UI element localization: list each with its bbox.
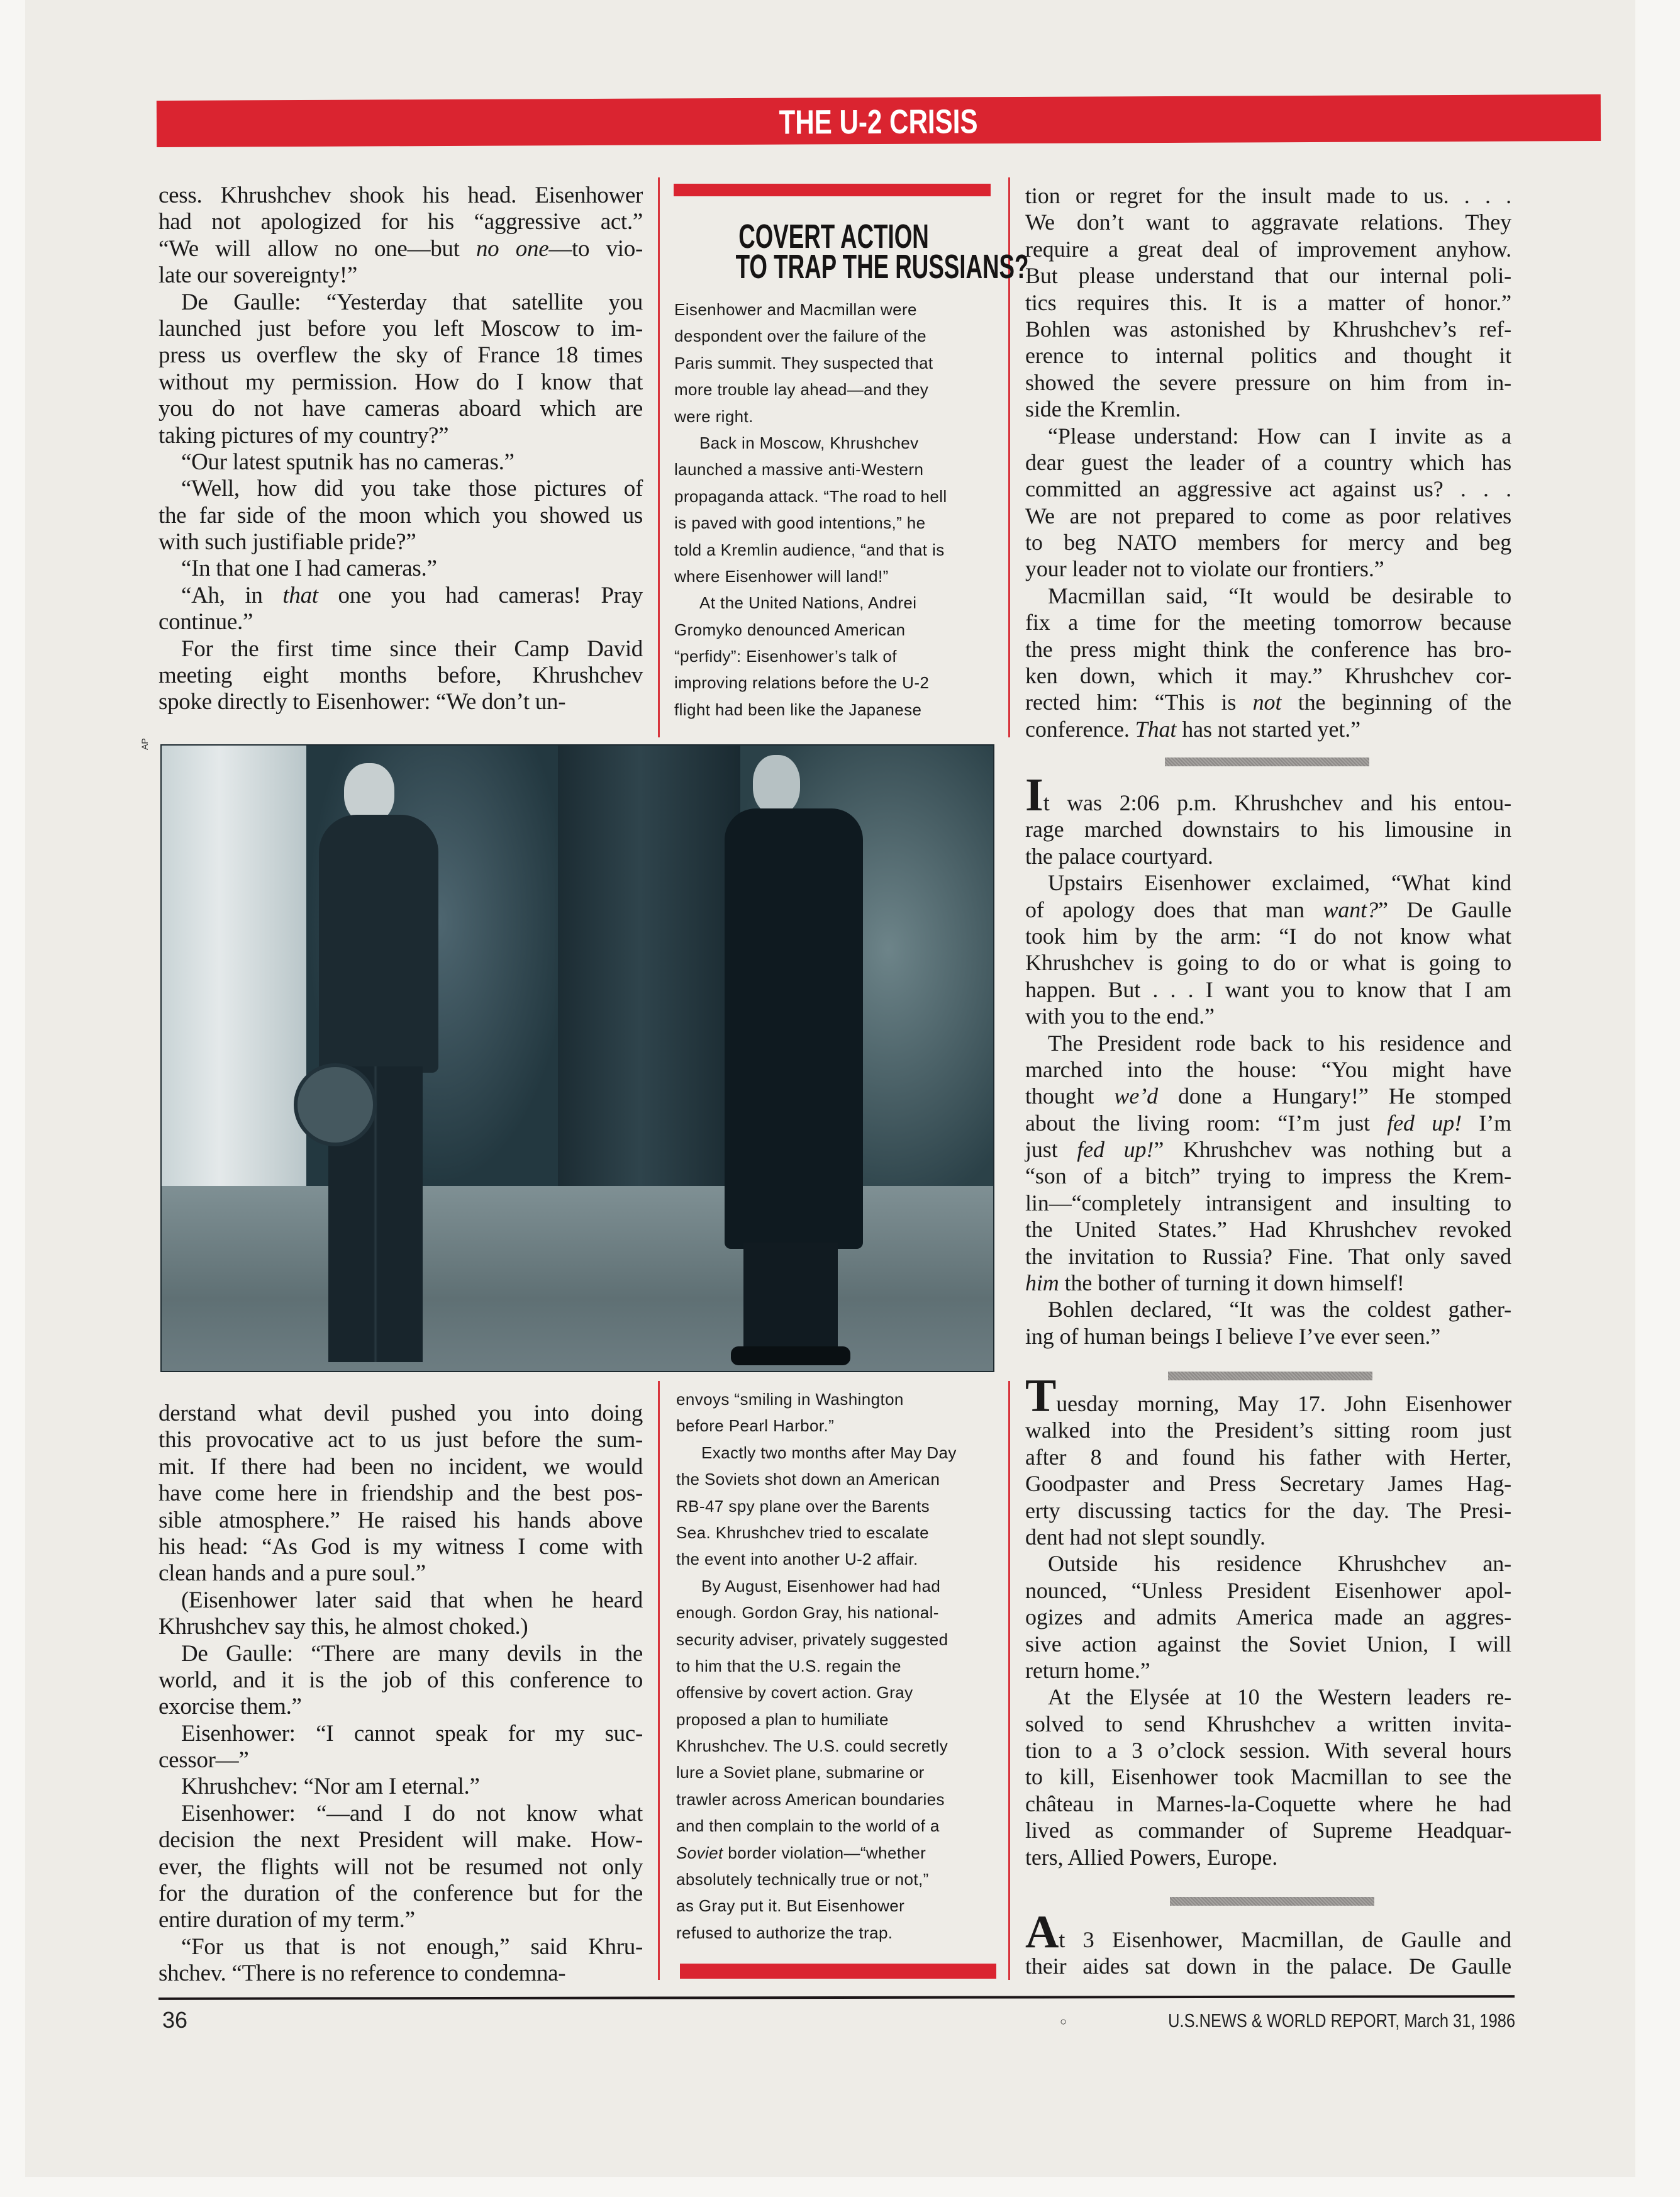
text-line: about the living room: “I’m just fed up! I’m — [1025, 1110, 1511, 1136]
text-line: have come here in friendship and the best pos- — [159, 1480, 643, 1507]
text-line: and then complain to the world of a — [676, 1816, 940, 1836]
text-line: Khrushchev is going to do or what is going to — [1025, 950, 1511, 976]
text-line: envoys “smiling in Washington — [676, 1390, 904, 1409]
text-line: tion to a 3 o’clock session. With several hours — [1025, 1738, 1511, 1764]
text-line: conference. That has not started yet.” — [1025, 716, 1361, 742]
text-line: Macmillan said, “It would be desirable to — [1048, 583, 1511, 608]
text-line: press us overflew the sky of France 18 times — [159, 342, 643, 369]
text-line: Soviet border violation—“whether — [676, 1843, 926, 1862]
text-line: At the Elysée at 10 the Western leaders re- — [1048, 1684, 1511, 1710]
text-line: before Pearl Harbor.” — [676, 1416, 835, 1436]
sidebar-top-text — [674, 296, 998, 723]
text-line: his head: “As God is my witness I come with — [159, 1533, 643, 1560]
paragraph — [1025, 869, 1511, 1029]
drop-cap: A — [1025, 1906, 1059, 1958]
text-line: absolutely technically true or not,” — [676, 1870, 929, 1889]
text-line: (Eisenhower later said that when he heard — [181, 1587, 643, 1613]
text-line: for the duration of the conference but for the — [159, 1881, 643, 1907]
text-line: We don’t want to aggravate relations. They — [1025, 210, 1511, 235]
text-line: dear guest the leader of a country which has — [1025, 449, 1511, 475]
text-line: with such justifiable pride?” — [159, 529, 416, 556]
text-line: side the Kremlin. — [1025, 396, 1181, 422]
text-line: “For us that is not enough,” said Khru- — [181, 1933, 643, 1960]
text-line: refused to authorize the trap. — [676, 1923, 893, 1942]
text-line: flight had been like the Japanese — [674, 700, 922, 719]
text-line: your leader not to violate our frontiers.” — [1025, 556, 1384, 582]
text-line: cess. Khrushchev shook his head. Eisenhower — [159, 182, 643, 208]
text-line: Tuesday morning, May 17. John Eisenhower — [1025, 1370, 1511, 1422]
text-line: dent had not slept soundly. — [1025, 1524, 1266, 1550]
text-line: return home.” — [1025, 1657, 1150, 1683]
text-line: Exactly two months after May Day — [701, 1443, 957, 1462]
paragraph — [676, 1440, 1000, 1573]
text-line: decision the next President will make. How- — [159, 1827, 643, 1853]
section-divider — [1168, 1372, 1372, 1380]
text-line: The President rode back to his residence and — [1048, 1030, 1511, 1056]
text-line: rected him: “This is not the beginning of the — [1025, 690, 1511, 715]
right-column-section-3 — [1025, 1370, 1511, 1870]
text-line: the invitation to Russia? Fine. That only saved — [1025, 1243, 1511, 1269]
text-line: Bohlen was astonished by Khrushchev’s ref- — [1025, 316, 1511, 342]
text-line: thought we’d done a Hungary!” He stomped — [1025, 1083, 1511, 1109]
text-line: meeting eight months before, Khrushchev — [159, 662, 643, 689]
text-line: tion or regret for the insult made to us. . . . — [1025, 183, 1511, 208]
text-line: late our sovereignty!” — [159, 262, 357, 289]
text-line: mit. If there had been no incident, we would — [159, 1453, 643, 1480]
text-line: cessor—” — [159, 1747, 249, 1774]
text-line: We are not prepared to come as poor relatives — [1025, 503, 1511, 528]
drop-cap: T — [1025, 1370, 1057, 1422]
text-line: At 3 Eisenhower, Macmillan, de Gaulle and — [1025, 1906, 1511, 1958]
text-line: ken down, which it may.” Khrushchev cor- — [1025, 663, 1511, 689]
paragraph — [159, 1934, 643, 1987]
man-overcoat — [725, 808, 863, 1249]
text-line: “Our latest sputnik has no cameras.” — [181, 449, 515, 475]
text-line: erence to internal politics and thought it — [1025, 343, 1511, 369]
text-line: showed the severe pressure on him from in- — [1025, 369, 1511, 395]
photo-credit: AP — [140, 738, 150, 750]
text-line: launched just before you left Moscow to im- — [159, 315, 643, 342]
text-line: lure a Soviet plane, submarine or — [676, 1763, 925, 1782]
text-line: improving relations before the U-2 — [674, 673, 930, 693]
text-line: enough. Gordon Gray, his national- — [676, 1603, 939, 1623]
text-line: told a Kremlin audience, “and that is — [674, 540, 945, 559]
paragraph — [159, 1721, 643, 1774]
right-column-section-1 — [1025, 182, 1511, 742]
paragraph — [159, 1587, 643, 1641]
drop-cap: I — [1025, 769, 1043, 821]
sidebar-headline — [667, 218, 1029, 286]
text-line: security adviser, privately suggested — [676, 1630, 948, 1649]
text-line: sive action against the Soviet Union, I will — [1025, 1631, 1511, 1657]
section-title — [157, 99, 1601, 145]
text-line: Khrushchev say this, he almost choked.) — [159, 1614, 528, 1640]
text-line: For the first time since their Camp David — [181, 635, 643, 662]
paragraph — [159, 636, 643, 716]
italic-text: Soviet — [676, 1843, 723, 1862]
text-line: entire duration of my term.” — [159, 1907, 415, 1933]
text-line: “son of a bitch” trying to impress the Krem- — [1025, 1163, 1511, 1189]
text-line: with you to the end.” — [1025, 1003, 1215, 1029]
text-line: require a great deal of improvement anyhow. — [1025, 236, 1511, 262]
text-line: fix a time for the meeting tomorrow because — [1025, 610, 1511, 635]
lawn — [162, 1186, 994, 1372]
text-line: Eisenhower: “I cannot speak for my suc- — [181, 1720, 643, 1747]
italic-text: not — [1252, 690, 1282, 715]
text-line: sible atmosphere.” He raised his hands above — [159, 1507, 643, 1533]
sidebar-bottom-red-bar — [680, 1964, 996, 1979]
text-line: Sea. Khrushchev tried to escalate — [676, 1523, 929, 1542]
man-shoes — [731, 1346, 850, 1365]
column-rule-left-top — [658, 177, 660, 737]
man-head-back — [344, 763, 394, 823]
text-line: of apology does that man want?” De Gaulle — [1025, 897, 1511, 922]
text-line: Eisenhower and Macmillan were — [674, 300, 917, 319]
text-line: ing of human beings I believe I’ve ever seen.” — [1025, 1323, 1441, 1349]
text-line: ever, the flights will not be resumed not only — [159, 1853, 643, 1880]
section-divider — [1165, 757, 1369, 766]
text-line: solved to send Khrushchev a written invita- — [1025, 1711, 1511, 1736]
paragraph — [159, 1641, 643, 1721]
paragraph — [1025, 182, 1511, 423]
footer-bullet: ○ — [1060, 2015, 1067, 2028]
text-line: erty discussing tactics for the day. The Presi- — [1025, 1497, 1511, 1523]
paragraph — [1025, 583, 1511, 742]
text-line: “perfidy”: Eisenhower’s talk of — [674, 647, 897, 666]
text-line: Bohlen declared, “It was the coldest gather- — [1048, 1297, 1511, 1322]
text-line: is paved with good intentions,” he — [674, 513, 926, 533]
left-column-top-text — [159, 182, 643, 716]
italic-text: want? — [1323, 897, 1378, 922]
text-line: “We will allow no one—but no one—to vio- — [159, 235, 643, 262]
photo-eisenhower-and-de-gaulle — [160, 744, 994, 1372]
text-line: the press might think the conference has bro- — [1025, 636, 1511, 662]
paragraph — [674, 590, 998, 723]
text-line: De Gaulle: “There are many devils in the — [181, 1640, 643, 1667]
italic-text: fed up! — [1387, 1110, 1462, 1136]
sidebar-top-red-bar — [674, 184, 991, 196]
text-line: him the bother of turning it down himself! — [1025, 1270, 1405, 1296]
paragraph — [159, 182, 643, 289]
paragraph — [1025, 1370, 1511, 1550]
text-line: Khrushchev. The U.S. could secretly — [676, 1736, 948, 1756]
paragraph — [159, 289, 643, 449]
text-line: the palace courtyard. — [1025, 843, 1213, 869]
text-line: “Please understand: How can I invite as a — [1048, 423, 1511, 449]
text-line: where Eisenhower will land!” — [674, 566, 889, 586]
text-line: RB-47 spy plane over the Barents — [676, 1496, 930, 1516]
man-legs — [743, 1243, 838, 1356]
section-title-text: THE U-2 CRISIS — [779, 103, 979, 142]
paragraph — [159, 1774, 643, 1800]
text-line: It was 2:06 p.m. Khrushchev and his entou- — [1025, 769, 1511, 821]
paragraph — [159, 1801, 643, 1934]
text-line: Upstairs Eisenhower exclaimed, “What kind — [1048, 870, 1511, 896]
text-line: the United States.” Had Khrushchev revoked — [1025, 1217, 1511, 1243]
building-facade — [162, 746, 306, 1249]
sidebar-headline-line-1: COVERT ACTION — [738, 218, 929, 255]
text-line: proposed a plan to humiliate — [676, 1709, 889, 1729]
text-line: this provocative act to us just before the sum- — [159, 1427, 643, 1453]
page-number: 36 — [162, 2007, 188, 2033]
section-divider — [1170, 1897, 1374, 1906]
text-line: nounced, “Unless President Eisenhower apol- — [1025, 1577, 1511, 1603]
text-line: ogizes and admits America made an aggres- — [1025, 1604, 1511, 1630]
text-line: At the United Nations, Andrei — [699, 593, 917, 613]
paragraph — [159, 476, 643, 556]
text-line: the event into another U-2 affair. — [676, 1550, 918, 1569]
italic-text: no one — [476, 235, 549, 262]
text-line: “Ah, in that one you had cameras! Pray — [181, 582, 643, 608]
paragraph — [159, 1400, 643, 1587]
text-line: to him that the U.S. regain the — [676, 1656, 901, 1675]
paragraph — [159, 556, 643, 582]
text-line: after 8 and found his father with Herter, — [1025, 1444, 1511, 1470]
paragraph — [1025, 423, 1511, 583]
paragraph — [676, 1573, 1000, 1946]
text-line: happen. But . . . I want you to know that I am — [1025, 976, 1511, 1002]
paragraph — [1025, 1296, 1511, 1350]
text-line: clean hands and a pure soul.” — [159, 1560, 426, 1587]
right-column-section-2 — [1025, 769, 1511, 1350]
text-line: continue.” — [159, 609, 253, 635]
text-line: “In that one I had cameras.” — [181, 556, 437, 582]
text-line: had not apologized for his “aggressive act.” — [159, 209, 643, 235]
right-column-section-4 — [1025, 1906, 1511, 1980]
italic-text: that — [282, 582, 318, 608]
text-line: more trouble lay ahead—and they — [674, 380, 929, 400]
column-rule-right-bottom — [1008, 1381, 1010, 1980]
text-line: despondent over the failure of the — [674, 327, 926, 346]
paragraph — [1025, 1030, 1511, 1297]
text-line: just fed up!” Khrushchev was nothing but a — [1025, 1137, 1511, 1163]
paragraph — [1025, 1684, 1511, 1870]
text-line: “Well, how did you take those pictures of — [181, 476, 643, 502]
text-line: without my permission. How do I know that — [159, 369, 643, 395]
text-line: De Gaulle: “Yesterday that satellite you — [181, 289, 643, 315]
paragraph — [159, 583, 643, 636]
sidebar-bottom-text — [676, 1386, 1000, 1946]
text-line: rage marched downstairs to his limousine in — [1025, 817, 1511, 842]
section-header-bar — [157, 94, 1601, 147]
paragraph — [1025, 1906, 1511, 1980]
text-line: offensive by covert action. Gray — [676, 1683, 913, 1702]
column-rule-left-bottom — [658, 1381, 660, 1980]
text-line: Gromyko denounced American — [674, 620, 906, 639]
paragraph — [676, 1386, 1000, 1440]
text-line: as Gray put it. But Eisenhower — [676, 1896, 905, 1916]
text-line: taking pictures of my country?” — [159, 422, 449, 449]
text-line: lived as commander of Supreme Headquar- — [1025, 1818, 1511, 1843]
text-line: Outside his residence Khrushchev an- — [1048, 1551, 1511, 1577]
publication-line: U.S.NEWS & WORLD REPORT, March 31, 1986 — [1168, 2010, 1515, 2032]
text-line: the Soviets shot down an American — [676, 1470, 940, 1489]
text-line: world, and it is the job of this conference to — [159, 1667, 643, 1693]
text-line: to beg NATO members for mercy and beg — [1025, 530, 1511, 556]
sidebar-headline-line-2: TO TRAP THE RUSSIANS? — [735, 248, 1029, 286]
italic-text: him — [1025, 1270, 1059, 1296]
text-line: Paris summit. They suspected that — [674, 353, 933, 372]
text-line: to kill, Eisenhower took Macmillan to see the — [1025, 1764, 1511, 1790]
text-line: spoke directly to Eisenhower: “We don’t un- — [159, 689, 566, 715]
text-line: ters, Allied Powers, Europe. — [1025, 1844, 1278, 1870]
paragraph — [674, 296, 998, 430]
text-line: their aides sat down in the palace. De Gaulle — [1025, 1954, 1511, 1979]
text-line: lin—“completely intransigent and insulting to — [1025, 1190, 1511, 1216]
text-line: Goodpaster and Press Secretary James Hag- — [1025, 1471, 1511, 1497]
text-line: But please understand that our internal poli- — [1025, 263, 1511, 289]
paragraph — [674, 430, 998, 590]
text-line: propaganda attack. “The road to hell — [674, 486, 947, 506]
man-head-profile — [753, 755, 800, 815]
paragraph — [1025, 769, 1511, 869]
text-line: château in Marnes-la-Coquette where he had — [1025, 1791, 1511, 1816]
text-line: shchev. “There is no reference to condemna- — [159, 1960, 566, 1987]
text-line: Khrushchev: “Nor am I eternal.” — [181, 1774, 480, 1800]
man-suit-jacket — [319, 815, 438, 1073]
left-column-bottom-text — [159, 1400, 643, 1987]
text-line: walked into the President’s sitting room just — [1025, 1417, 1511, 1443]
text-line: took him by the arm: “I do not know what — [1025, 923, 1511, 949]
text-line: tics requires this. It is a matter of honor.” — [1025, 289, 1511, 315]
text-line: you do not have cameras aboard which are — [159, 396, 643, 422]
footer-masthead — [1060, 2010, 1515, 2032]
text-line: were right. — [674, 406, 754, 426]
italic-text: fed up! — [1077, 1137, 1154, 1163]
text-line: By August, Eisenhower had had — [701, 1576, 941, 1596]
hat-in-hand — [294, 1063, 377, 1146]
text-line: exorcise them.” — [159, 1694, 302, 1720]
text-line: launched a massive anti-Western — [674, 460, 924, 479]
text-line: Eisenhower: “—and I do not know what — [181, 1800, 643, 1826]
text-line: derstand what devil pushed you into doing — [159, 1400, 643, 1426]
paragraph — [1025, 1550, 1511, 1684]
italic-text: we’d — [1114, 1083, 1158, 1109]
text-line: committed an aggressive act against us? . . . — [1025, 476, 1511, 502]
italic-text: That — [1135, 716, 1177, 742]
paragraph — [159, 449, 643, 476]
text-line: trawler across American boundaries — [676, 1789, 945, 1809]
text-line: the far side of the moon which you showed us — [159, 502, 643, 528]
text-line: Back in Moscow, Khrushchev — [699, 433, 919, 452]
text-line: marched into the house: “You might have — [1025, 1056, 1511, 1082]
